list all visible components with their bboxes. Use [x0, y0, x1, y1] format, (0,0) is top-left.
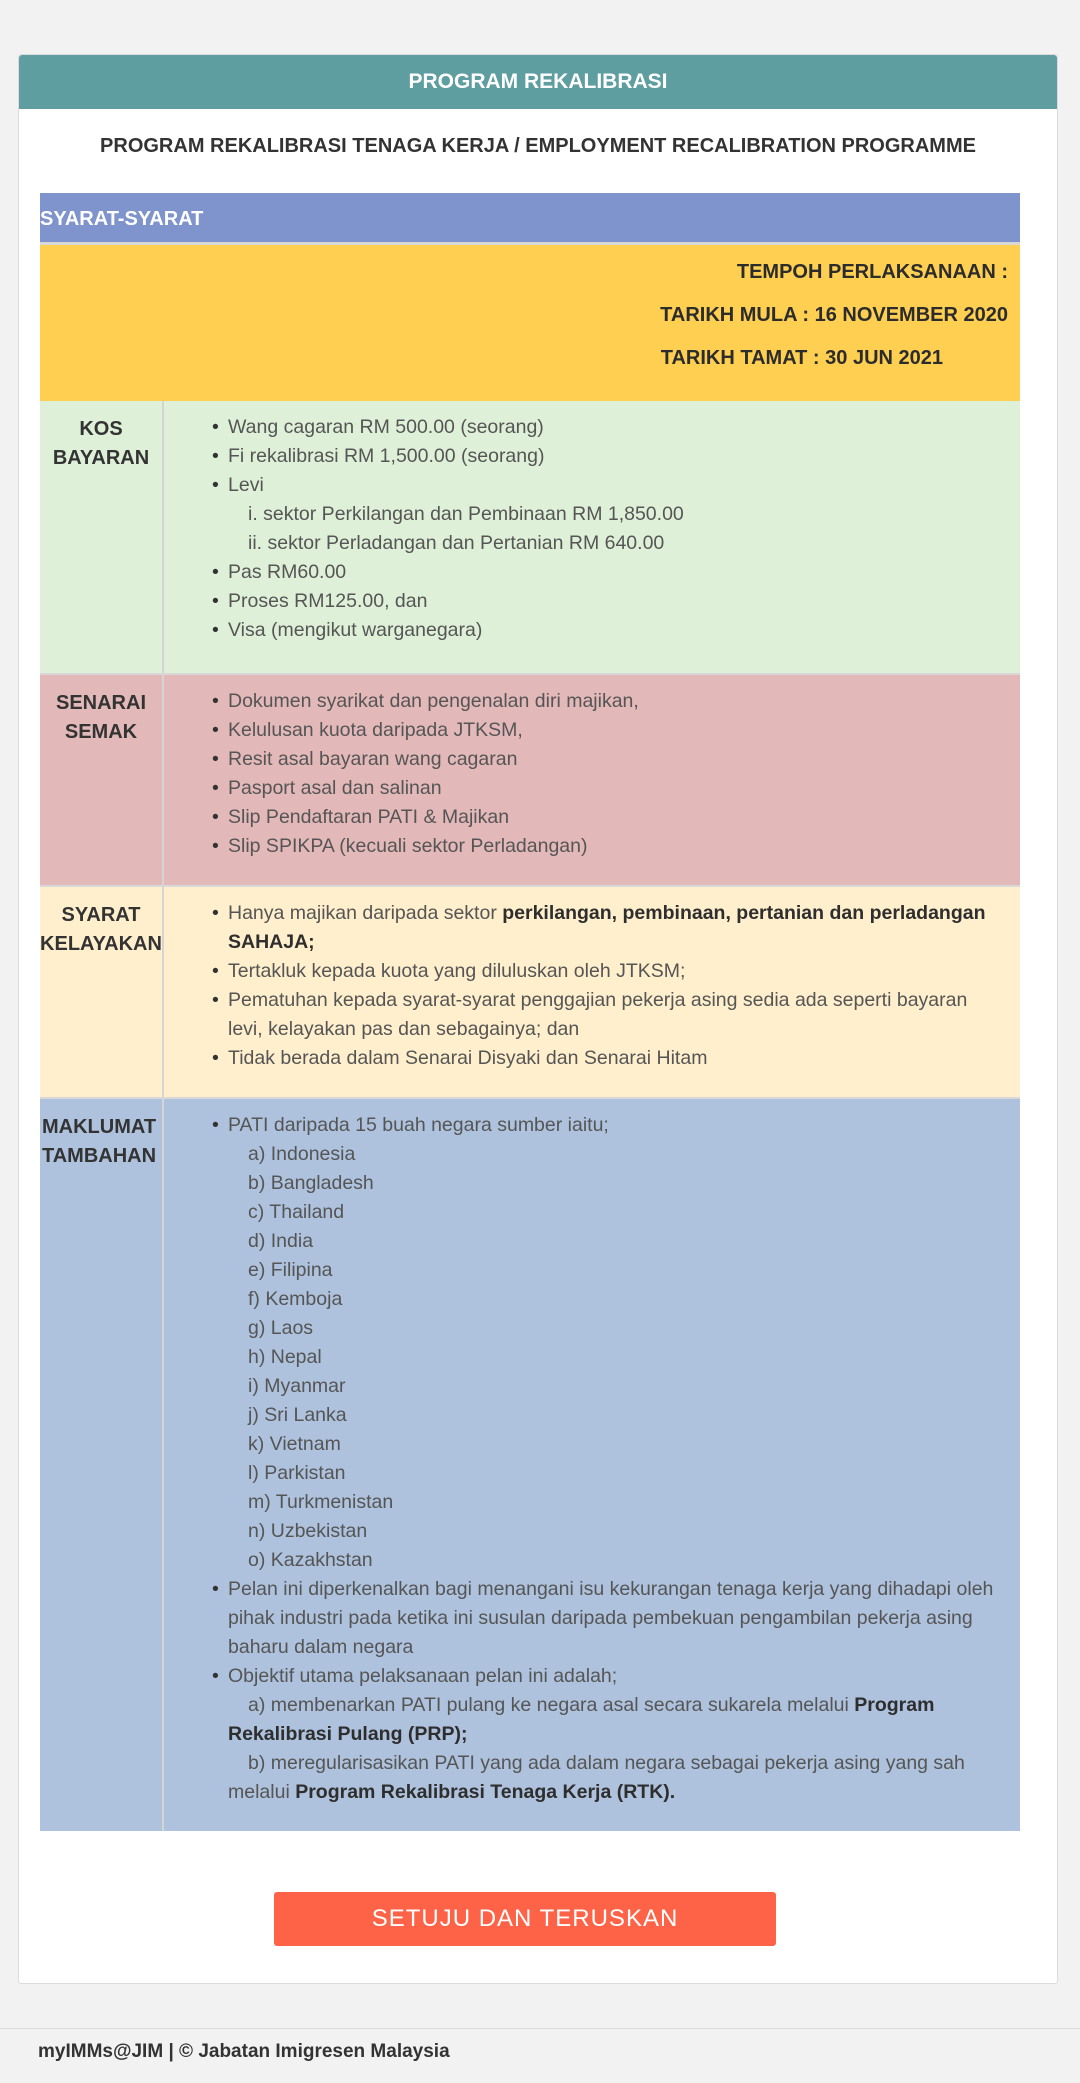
syarat-kelayakan-content — [164, 887, 1020, 1097]
syarat-kelayakan-row — [40, 885, 1020, 1097]
country-item: c) Thailand — [248, 1201, 345, 1223]
objective-b-bold: Program Rekalibrasi Tenaga Kerja (RTK). — [295, 1781, 676, 1803]
list-item: • Slip SPIKPA (kecuali sektor Perladangan) — [214, 832, 1020, 861]
senarai-label-line1: SENARAI — [55, 692, 146, 714]
kelayakan-item1-text: Hanya majikan daripada sektor — [228, 902, 503, 924]
list-item: • Tertakluk kepada kuota yang diluluskan oleh JTKSM; — [214, 957, 1000, 986]
list-item: • Resit asal bayaran wang cagaran — [214, 745, 1020, 774]
country-item: d) India — [248, 1230, 314, 1252]
tarikh-tamat: TARIKH TAMAT : 30 JUN 2021 — [660, 347, 943, 369]
list-item: • Dokumen syarikat dan pengenalan diri majikan, — [214, 687, 1020, 716]
kelayakan-item1-bold: perkilangan, pembinaan, pertanian dan perladangan SAHAJA; — [228, 902, 986, 953]
list-item: • Tidak berada dalam Senarai Disyaki dan Senarai Hitam — [214, 1044, 1000, 1073]
kos-bayaran-row — [40, 401, 1020, 673]
kos-bayaran-content — [164, 401, 1020, 673]
country-item: n) Uzbekistan — [248, 1520, 368, 1542]
maklumat-label-line1: MAKLUMAT — [42, 1116, 157, 1138]
objective-heading: • Objektif utama pelaksanaan pelan ini adalah; — [228, 1665, 618, 1687]
kos-label-line1: KOS — [79, 418, 123, 440]
levi-sub-list — [164, 500, 1020, 558]
list-item: • Fi rekalibrasi RM 1,500.00 (seorang) — [214, 442, 1020, 471]
requirements-table — [40, 193, 1020, 1831]
country-item: a) Indonesia — [248, 1143, 356, 1165]
country-item: b) Bangladesh — [248, 1172, 374, 1194]
levi-sub-item: i. sektor Perkilangan dan Pembinaan RM 1,850.00 — [248, 503, 684, 525]
footer: myIMMs@JIM | © Jabatan Imigresen Malaysia — [0, 2028, 1080, 2083]
objective-a-bold: Program Rekalibrasi Pulang (PRP); — [228, 1694, 935, 1745]
list-item: • Proses RM125.00, dan — [214, 587, 1020, 616]
list-item: • Slip Pendaftaran PATI & Majikan — [214, 803, 1020, 832]
country-item: i) Myanmar — [248, 1375, 346, 1397]
main-panel — [18, 54, 1058, 1984]
maklumat-tambahan-label — [40, 1099, 164, 1831]
country-item: l) Parkistan — [248, 1462, 346, 1484]
objective-a — [228, 1691, 1010, 1749]
list-item: • Pelan ini diperkenalkan bagi menangani isu kekurangan tenaga kerja yang dihadapi oleh pihak industri pada ketika ini susulan daripada pembekuan pengambilan pekerja asing baharu dalam negara — [214, 1575, 1010, 1662]
agree-continue-button[interactable]: SETUJU DAN TERUSKAN — [274, 1892, 776, 1946]
country-item: f) Kemboja — [248, 1288, 343, 1310]
levi-sub-item: ii. sektor Perladangan dan Pertanian RM 640.00 — [248, 532, 665, 554]
maklumat-tambahan-content — [164, 1099, 1020, 1831]
country-item: g) Laos — [248, 1317, 314, 1339]
senarai-label-line2: SEMAK — [64, 721, 138, 743]
list-item: • Pematuhan kepada syarat-syarat penggajian pekerja asing sedia ada seperti bayaran levi, kelayakan pas dan sebagainya; dan — [214, 986, 1000, 1044]
tarikh-mula: TARIKH MULA : 16 NOVEMBER 2020 — [660, 304, 1008, 326]
country-item: h) Nepal — [248, 1346, 322, 1368]
list-item: • Wang cagaran RM 500.00 (seorang) — [214, 413, 1020, 442]
objective-a-text: a) membenarkan PATI pulang ke negara asal secara sukarela melalui — [248, 1694, 855, 1716]
list-item: • Pas RM60.00 — [214, 558, 1020, 587]
tempoh-section — [40, 245, 1020, 401]
country-item: e) Filipina — [248, 1259, 333, 1281]
panel-title: PROGRAM REKALIBRASI — [19, 55, 1057, 109]
country-list — [164, 1140, 1010, 1575]
senarai-semak-content — [164, 675, 1020, 885]
list-item: • PATI daripada 15 buah negara sumber iaitu; — [214, 1111, 1010, 1140]
country-item: k) Vietnam — [248, 1433, 341, 1455]
tempoh-title: TEMPOH PERLAKSANAAN : — [736, 261, 1008, 283]
country-item: o) Kazakhstan — [248, 1549, 373, 1571]
objective-b — [228, 1749, 1010, 1807]
syarat-heading: SYARAT-SYARAT — [40, 193, 1020, 245]
maklumat-tambahan-row — [40, 1097, 1020, 1831]
maklumat-label-line2: TAMBAHAN — [42, 1145, 157, 1167]
list-item: • Kelulusan kuota daripada JTKSM, — [214, 716, 1020, 745]
list-item: • Levi — [214, 471, 1020, 500]
list-item: • Visa (mengikut warganegara) — [214, 616, 1020, 645]
page-subtitle: PROGRAM REKALIBRASI TENAGA KERJA / EMPLOYMENT RECALIBRATION PROGRAMME — [100, 135, 976, 157]
list-item: • Pasport asal dan salinan — [214, 774, 1020, 803]
kelayakan-label-line1: SYARAT — [61, 904, 141, 926]
senarai-semak-label — [40, 675, 164, 885]
objective-b-text: b) meregularisasikan PATI yang ada dalam negara sebagai pekerja asing yang sah melalui — [228, 1752, 965, 1803]
kos-label-line2: BAYARAN — [52, 447, 150, 469]
senarai-semak-row — [40, 673, 1020, 885]
country-item: j) Sri Lanka — [248, 1404, 347, 1426]
list-item — [214, 1662, 1010, 1807]
kos-bayaran-label — [40, 401, 164, 673]
kelayakan-label-line2: KELAYAKAN — [40, 933, 162, 955]
list-item — [214, 899, 1000, 957]
country-item: m) Turkmenistan — [248, 1491, 394, 1513]
syarat-kelayakan-label — [40, 887, 164, 1097]
